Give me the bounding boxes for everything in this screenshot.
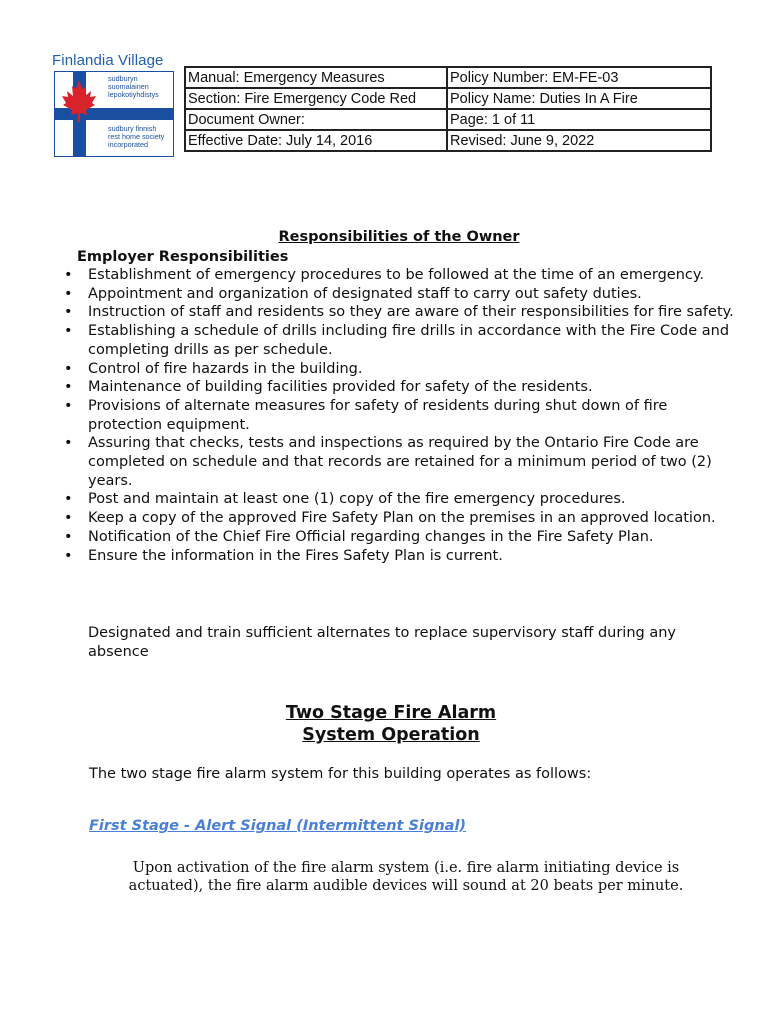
list-item-text: Keep a copy of the approved Fire Safety Plan on the premises in an approved location. bbox=[88, 510, 716, 527]
table-row bbox=[185, 130, 711, 151]
bullet-icon: • bbox=[64, 397, 73, 414]
table-row bbox=[185, 67, 711, 88]
bullet-icon: • bbox=[64, 285, 73, 302]
list-item bbox=[64, 434, 744, 490]
section-title-responsibilities: Responsibilities of the Owner bbox=[278, 229, 520, 245]
list-item bbox=[64, 285, 744, 304]
bullet-icon: • bbox=[64, 491, 73, 508]
list-item-text: Appointment and organization of designated staff to carry out safety duties. bbox=[88, 285, 642, 302]
bullet-icon: • bbox=[64, 379, 73, 396]
list-item bbox=[64, 322, 744, 359]
list-item bbox=[64, 397, 744, 434]
list-item-text: Control of fire hazards in the building. bbox=[88, 360, 363, 377]
manual-cell: Manual: Emergency Measures bbox=[185, 67, 447, 88]
organization-logo bbox=[52, 52, 176, 158]
bullet-icon: • bbox=[64, 304, 73, 321]
section-title-line-1: Two Stage Fire Alarm bbox=[285, 703, 497, 723]
revised-date-cell: Revised: June 9, 2022 bbox=[447, 130, 711, 151]
list-item-text: Instruction of staff and residents so they are aware of their responsibilities for fire safety. bbox=[88, 304, 734, 321]
fire-alarm-intro: The two stage fire alarm system for this building operates as follows: bbox=[89, 766, 592, 782]
section-title-fire-alarm bbox=[0, 702, 770, 746]
bullet-icon: • bbox=[64, 267, 73, 283]
list-item-text: Establishment of emergency procedures to be followed at the time of an emergency. bbox=[88, 267, 704, 283]
responsibilities-list bbox=[64, 266, 744, 565]
section-cell: Section: Fire Emergency Code Red bbox=[185, 88, 447, 109]
list-item-text: Assuring that checks, tests and inspections as required by the Ontario Fire Code are completed on schedule and that records are retained for a minimum period of two (2) years. bbox=[88, 435, 712, 489]
logo-emblem bbox=[54, 71, 174, 157]
document-owner-cell: Document Owner: bbox=[185, 109, 447, 130]
first-stage-heading-link[interactable]: First Stage - Alert Signal (Intermittent Signal) bbox=[89, 818, 467, 834]
policy-header-table bbox=[184, 66, 712, 152]
logo-finnish-name: sudburyn suomalainen lepokotiyhdistys bbox=[108, 74, 159, 99]
first-stage-description: Upon activation of the fire alarm system (i.e. fire alarm initiating device is actuated), the fire alarm audible devices will sound at 20 beats per minute. bbox=[128, 860, 684, 894]
policy-number-cell: Policy Number: EM-FE-03 bbox=[447, 67, 711, 88]
page-number-cell: Page: 1 of 11 bbox=[447, 109, 711, 130]
list-item bbox=[64, 378, 744, 397]
list-item-text: Post and maintain at least one (1) copy of the fire emergency procedures. bbox=[88, 491, 626, 508]
list-item bbox=[64, 528, 744, 547]
logo-title: Finlandia Village bbox=[52, 52, 164, 69]
list-item bbox=[64, 547, 744, 566]
bullet-icon: • bbox=[64, 323, 73, 340]
list-item-text: Notification of the Chief Fire Official regarding changes in the Fire Safety Plan. bbox=[88, 528, 654, 545]
list-item bbox=[64, 303, 744, 322]
list-item-text: Establishing a schedule of drills including fire drills in accordance with the Fire Code and completing drills as per schedule. bbox=[88, 323, 730, 358]
logo-english-name: sudbury finnish rest home society incorporated bbox=[108, 124, 165, 149]
bullet-icon: • bbox=[64, 528, 73, 545]
section-title-line-2: System Operation bbox=[302, 725, 480, 745]
list-item bbox=[64, 509, 744, 528]
employer-responsibilities-heading: Employer Responsibilities bbox=[77, 249, 289, 265]
bullet-icon: • bbox=[64, 435, 73, 452]
list-item bbox=[64, 266, 744, 285]
bullet-icon: • bbox=[64, 510, 73, 527]
table-row bbox=[185, 109, 711, 130]
list-item bbox=[64, 490, 744, 509]
alternates-paragraph: Designated and train sufficient alternates to replace supervisory staff during any absence bbox=[88, 625, 676, 660]
bullet-icon: • bbox=[64, 547, 73, 564]
list-item-text: Ensure the information in the Fires Safety Plan is current. bbox=[88, 547, 503, 564]
table-row bbox=[185, 88, 711, 109]
list-item-text: Provisions of alternate measures for safety of residents during shut down of fire protection equipment. bbox=[88, 397, 668, 433]
policy-name-cell: Policy Name: Duties In A Fire bbox=[447, 88, 711, 109]
list-item bbox=[64, 360, 744, 379]
list-item-text: Maintenance of building facilities provided for safety of the residents. bbox=[88, 379, 593, 396]
effective-date-cell: Effective Date: July 14, 2016 bbox=[185, 130, 447, 151]
bullet-icon: • bbox=[64, 360, 73, 377]
